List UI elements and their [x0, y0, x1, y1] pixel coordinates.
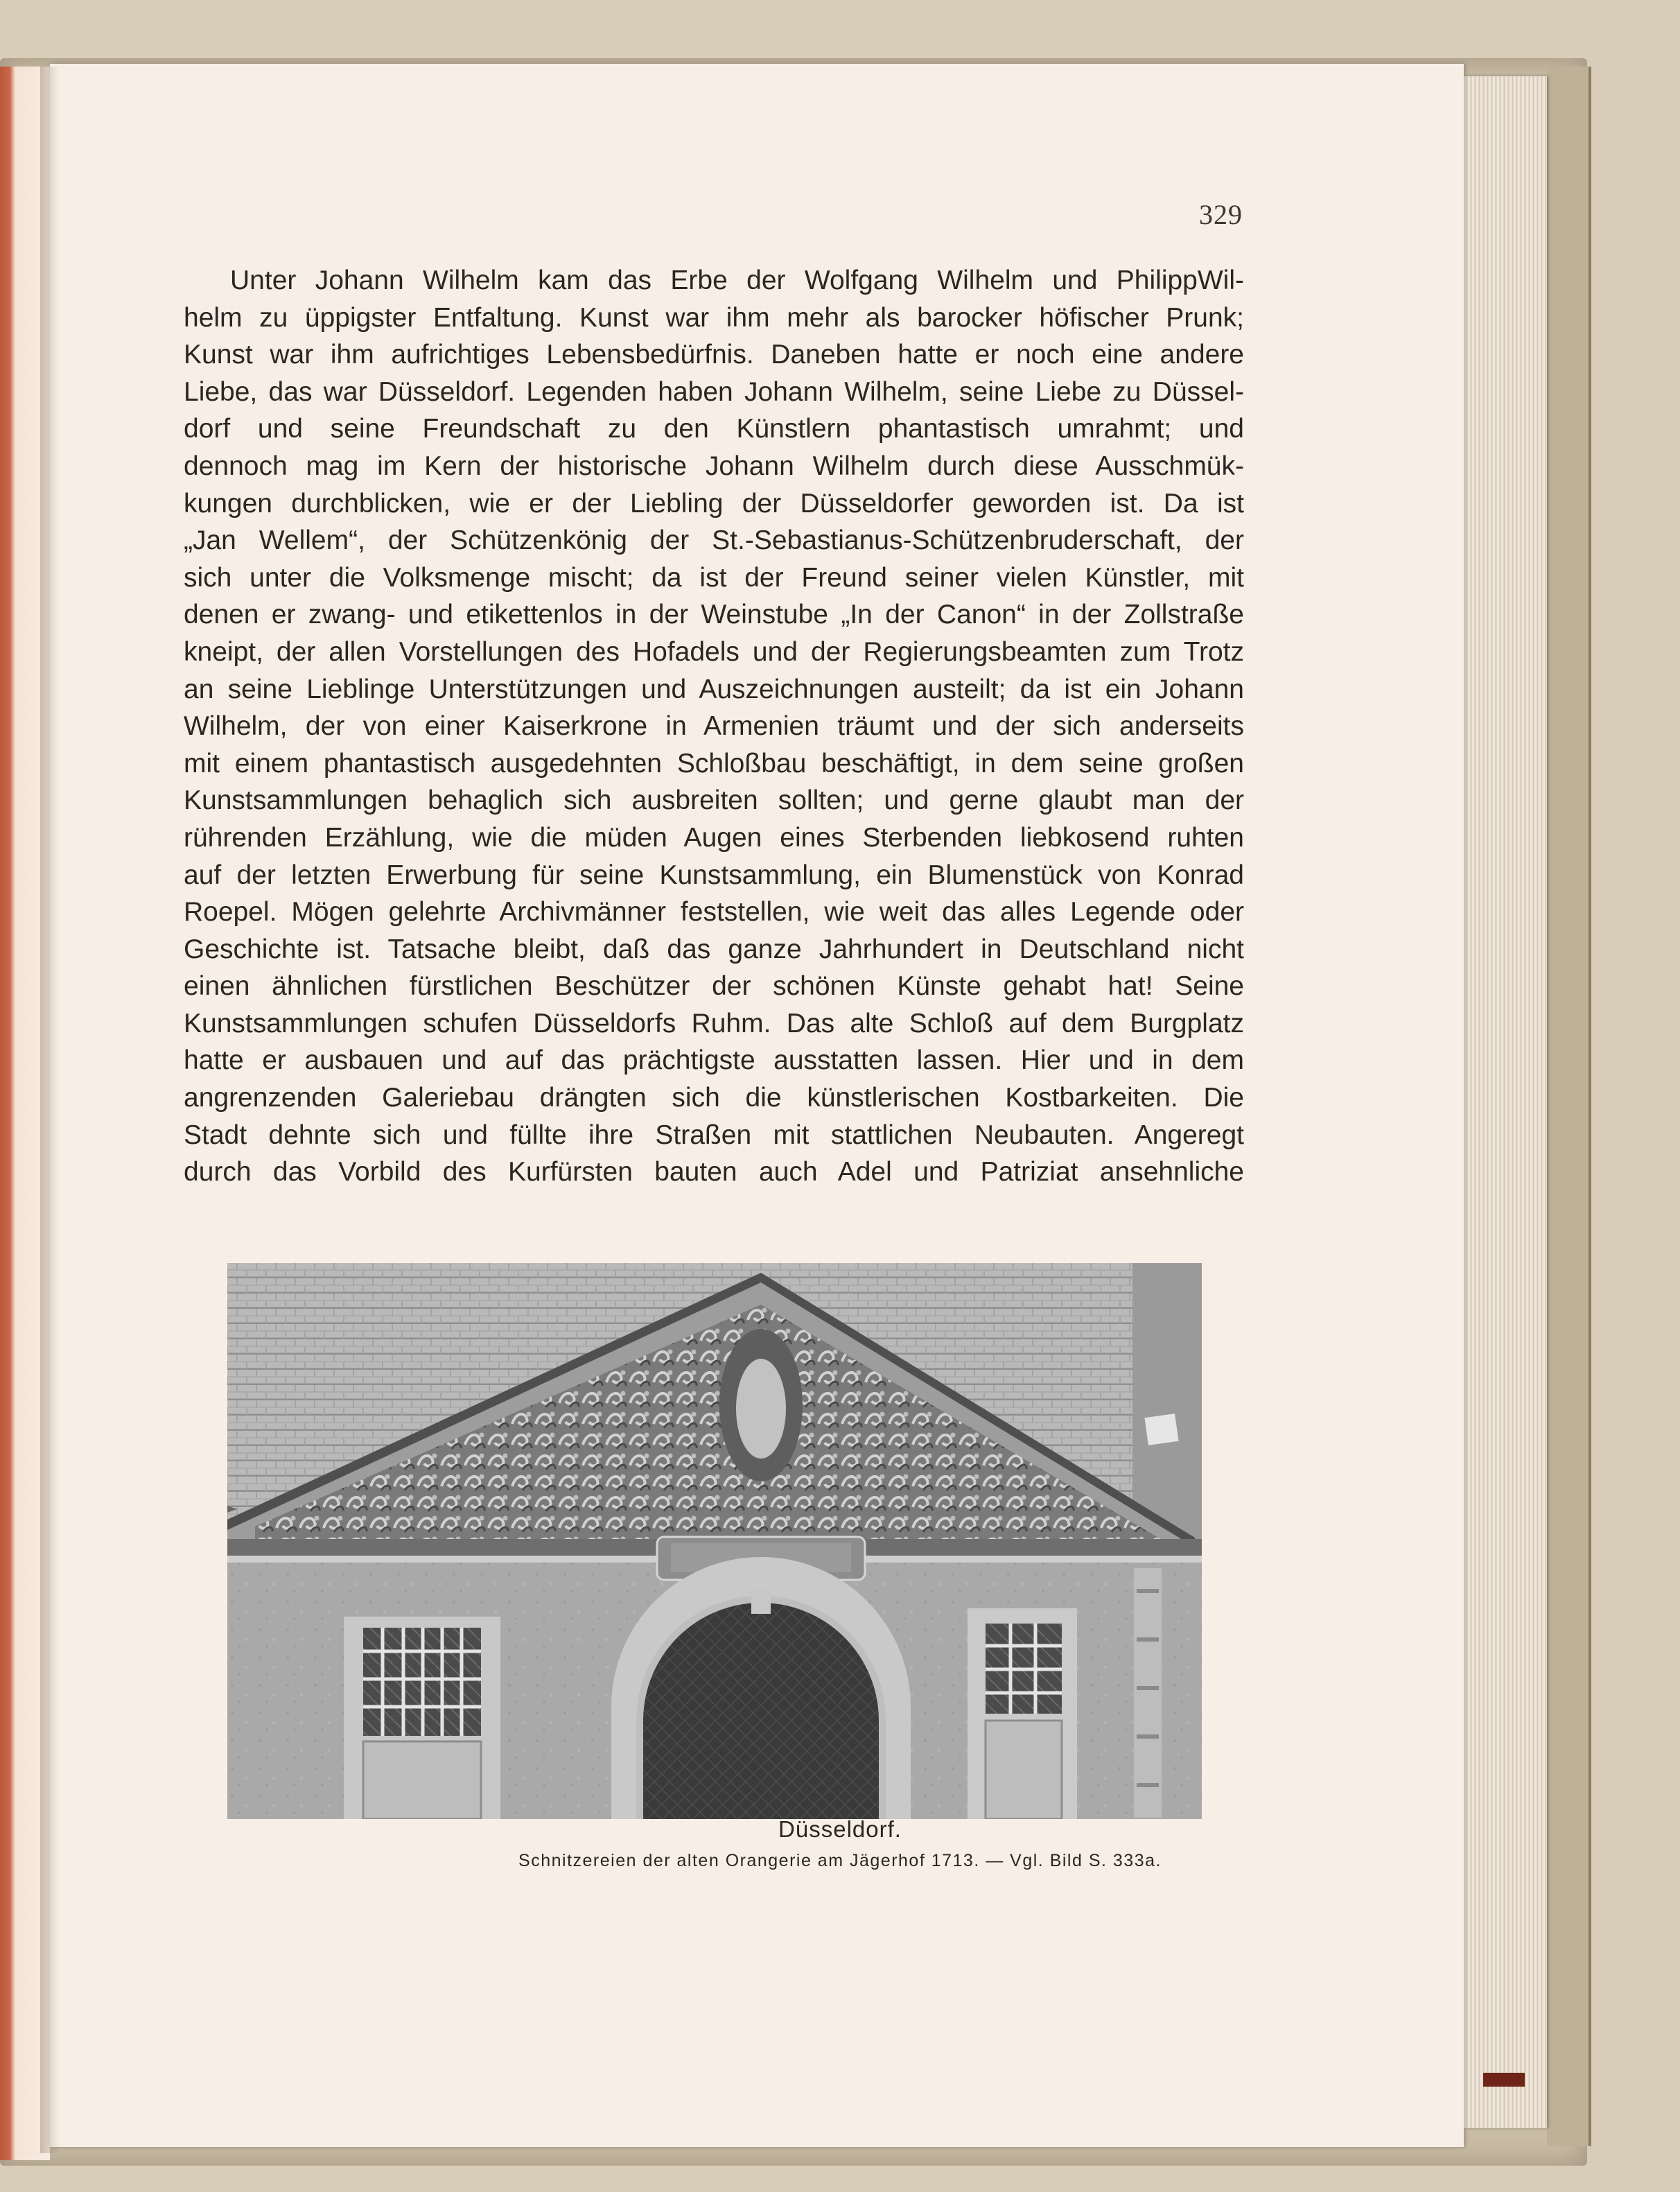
text-line: Kunstsammlungen behaglich sich ausbreiten sollten; und gerne glaubt man der [184, 785, 1244, 816]
text-line: angrenzenden Galeriebau drängten sich die künstlerischen Kostbarkeiten. Die [184, 1083, 1244, 1113]
text-line: Liebe, das war Düsseldorf. Legenden haben Johann Wilhelm, seine Liebe zu Düssel- [184, 376, 1244, 407]
text-line: einen ähnlichen fürstlichen Beschützer der schönen Künste gehabt hat! Seine [184, 971, 1244, 1002]
text-line: Roepel. Mögen gelehrte Archivmänner feststellen, wie weit das alles Legende oder [184, 897, 1244, 928]
text-line: rührenden Erzählung, wie die müden Augen eines Sterbenden liebkosend ruhten [184, 822, 1244, 853]
text-line: dennoch mag im Kern der historische Johann Wilhelm durch diese Ausschmük- [184, 451, 1244, 481]
body-text [184, 262, 1244, 1191]
text-line: kneipt, der allen Vorstellungen des Hofadels und der Regierungsbeamten zum Trotz [184, 636, 1244, 667]
text-line: Wilhelm, der von einer Kaiserkrone in Armenien träumt und der sich anderseits [184, 711, 1244, 742]
text-line: auf der letzten Erwerbung für seine Kunstsammlung, ein Blumenstück von Konrad [184, 860, 1244, 890]
text-line: helm zu üppigster Entfaltung. Kunst war ihm mehr als barocker höfischer Prunk; [184, 302, 1244, 333]
bookmark-ribbon [1483, 2073, 1525, 2087]
photo-plate [227, 1263, 1202, 1819]
text-line: Geschichte ist. Tatsache bleibt, daß das ganze Jahrhundert in Deutschland nicht [184, 934, 1244, 964]
figure-caption: Schnitzereien der alten Orangerie am Jägerhof 1713. — Vgl. Bild S. 333a. [518, 1851, 1162, 1870]
text-line: „Jan Wellem“, der Schützenkönig der St.-Sebastianus-Schützenbruderschaft, der [184, 525, 1244, 556]
text-line: dorf und seine Freundschaft zu den Künstlern phantastisch umrahmt; und [184, 414, 1244, 444]
text-line: Unter Johann Wilhelm kam das Erbe der Wolfgang Wilhelm und PhilippWil- [230, 266, 1244, 295]
text-line: hatte er ausbauen und auf das prächtigste ausstatten lassen. Hier und in dem [184, 1045, 1244, 1076]
text-line: Kunst war ihm aufrichtiges Lebensbedürfnis. Daneben hatte er noch eine andere [184, 340, 1244, 370]
text-line: an seine Lieblinge Unterstützungen und Auszeichnungen austeilt; da ist ein Johann [184, 674, 1244, 704]
figure-title: Düsseldorf. [778, 1816, 902, 1842]
text-line: Kunstsammlungen schufen Düsseldorfs Ruhm. Das alte Schloß auf dem Burgplatz [184, 1008, 1244, 1038]
text-line: Stadt dehnte sich und füllte ihre Straßen mit stattlichen Neubauten. Angeregt [184, 1120, 1244, 1150]
orangerie-gable-photo [227, 1263, 1202, 1819]
text-line: kungen durchblicken, wie er der Liebling der Düsseldorfer geworden ist. Da ist [184, 488, 1244, 519]
text-line: durch das Vorbild des Kurfürsten bauten auch Adel und Patriziat ansehnliche [184, 1157, 1244, 1188]
page-number: 329 [1199, 199, 1243, 230]
text-line: denen er zwang- und etikettenlos in der Weinstube „In der Canon“ in der Zollstraße [184, 600, 1244, 630]
text-line: sich unter die Volksmenge mischt; da ist der Freund seiner vielen Künstler, mit [184, 562, 1244, 593]
text-line: mit einem phantastisch ausgedehnten Schloßbau beschäftigt, in dem seine großen [184, 748, 1244, 778]
